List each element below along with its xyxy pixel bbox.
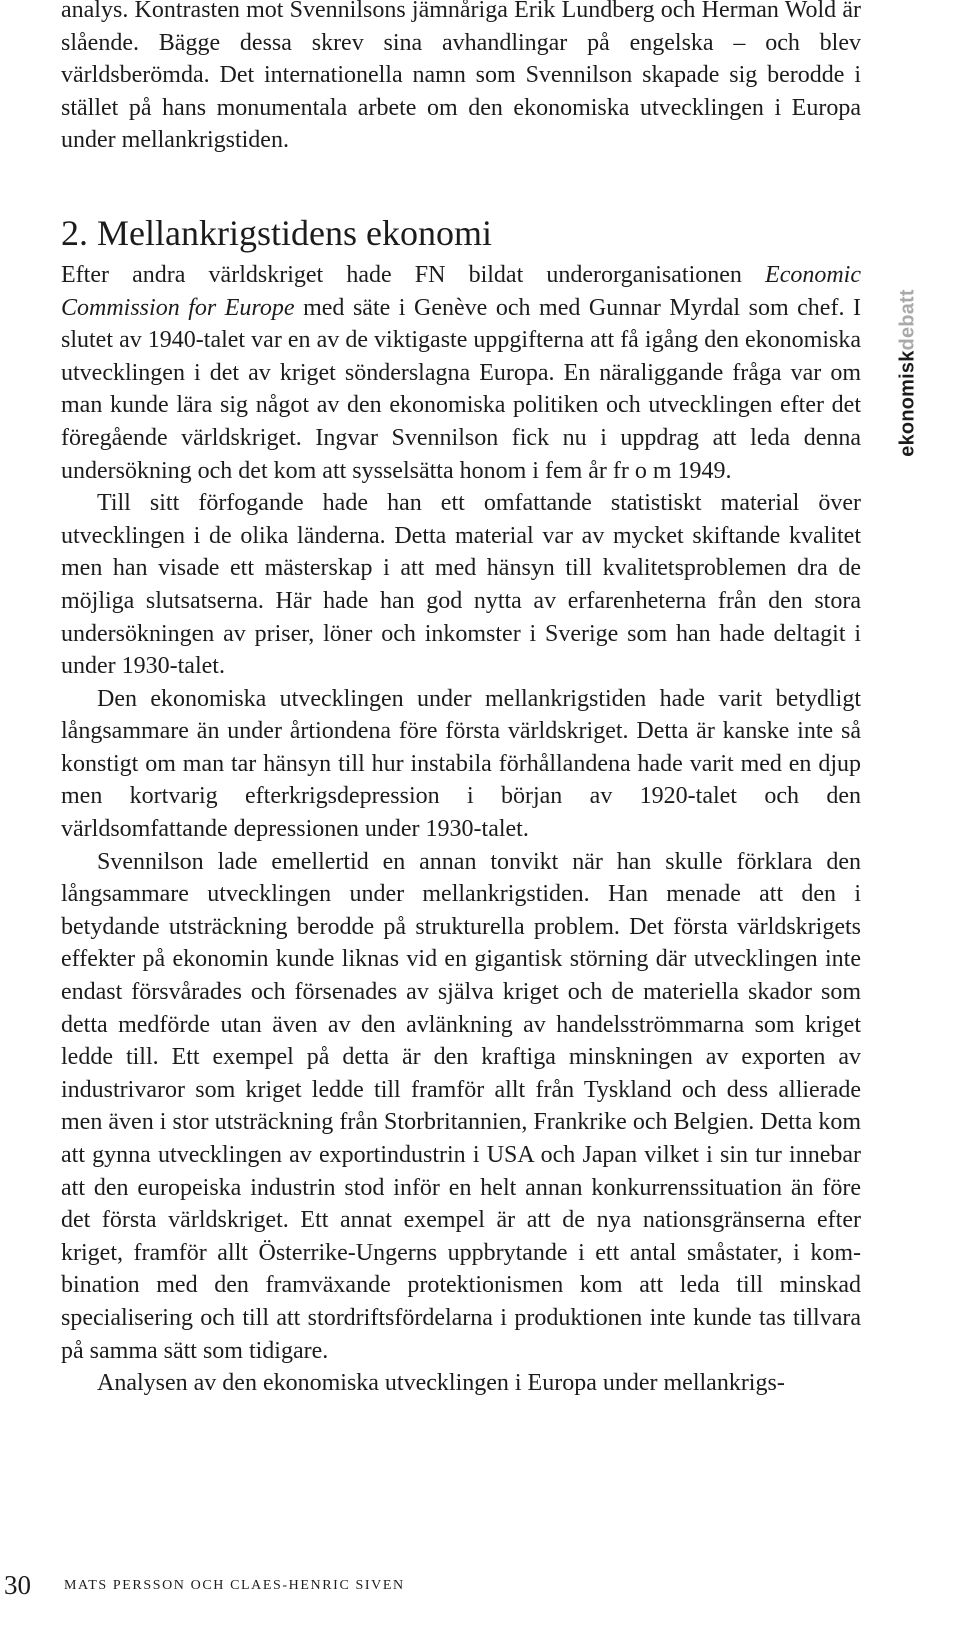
paragraph-1	[61, 259, 861, 487]
paragraph-1-text-a: Efter andra världskriget hade FN bildat underorganisationen	[61, 261, 766, 288]
page-footer	[0, 1568, 960, 1608]
page-number: 30	[4, 1570, 31, 1600]
section-heading: 2. Mellankrigstidens ekonomi	[61, 212, 492, 253]
paragraph-intro: analys. Kontrasten mot Svennilsons jämnåriga Erik Lundberg och Herman Wold är slående. Bägge dessa skrev sina avhandlingar på engelska – och blev världsberömda. Det internationella namn som Svennilson skapade sig berodde i stället på hans monumentala arbete om den ekonomiska utvecklingen i Europa under mellankrigstiden.	[61, 0, 861, 154]
paragraph-1-text-b: med säte i Genève och med Gunnar Myrdal som chef. I slutet av 1940-talet var en av de viktigaste uppgifterna att få igång den ekonomiska utvecklingen i det av kriget sönderslagna Europa. En näraliggande fråga var om man kunde lära sig något av den ekonomiska politiken och utvecklingen efter det föregående världskriget. Ingvar Svennilson fick nu i uppdrag att leda denna undersökning och det kom att sysselsätta honom i fem år fr o m 1949.	[61, 294, 861, 484]
journal-label-word-2: debatt	[896, 289, 919, 351]
paragraph-4: Svennilson lade emellertid en annan tonvikt när han skulle förklara den långsammare utvecklingen under mellankrigstiden. Han menade att den i betydande utsträckning berodde på strukturella problem. Det första världskrigets effekter på ekonomin kunde liknas vid en gigantisk störning där utvecklingen inte endast försvårades och försenades av själva kriget och de materiella skador som detta medförde utan även av den avlänkning av handelsströmmarna som kriget ledde till. Ett exempel på detta är den kraftiga minskningen av exporten av industrivaror som kriget ledde till framför allt från Tyskland och dess allierade men även i stor utsträckning från Storbritannien, Frankrike och Belgien. Detta kom att gynna utvecklingen av exportindustrin i USA och Japan vilket i sin tur innebar att den europeiska industrin stod inför en helt annan konkurrenssituation än före det första världskriget. Ett annat exempel är att de nya nationsgränserna efter kriget, framför allt Österrike-Ungerns uppbrytande i ett antal småstater, i kombination med den framväxande protektionismen kom att leda till minskad specialisering och till att stordriftsfördelarna i produktionen inte kunde tas tillvara på samma sätt som tidigare.	[61, 848, 861, 1364]
paragraph-3: Den ekonomiska utvecklingen under mellankrigstiden hade varit betydligt långsammare än under årtiondena före första världskriget. Detta är kanske inte så konstigt om man tar hänsyn till hur instabila förhållandena hade varit med en djup men kortvarig efterkrigsdepression i början av 1920-talet och den världsomfattande depressionen under 1930-talet.	[61, 685, 861, 843]
journal-side-label-text	[897, 289, 920, 457]
article-column	[61, 0, 861, 1400]
paragraph-2: Till sitt förfogande hade han ett omfattande statistiskt material över utvecklingen i de olika länderna. Detta material var av mycket skiftande kvalitet men han visade ett mästerskap i att med hänsyn till kvalitetsproblemen dra de möjliga slutsatserna. Här hade han god nytta av erfarenheterna från den stora undersökningen av priser, löner och inkomster i Sverige som han hade deltagit i under 1930-talet.	[61, 490, 861, 680]
journal-side-label	[888, 278, 928, 468]
paragraph-1-italic: Economic Commission for Europe	[61, 261, 861, 321]
footer-authors: MATS PERSSON OCH CLAES-HENRIC SIVEN	[64, 1578, 405, 1593]
paragraph-5: Analysen av den ekonomiska utvecklingen i Europa under mellankrigs-	[97, 1370, 785, 1397]
journal-label-word-1: ekonomisk	[896, 350, 919, 457]
